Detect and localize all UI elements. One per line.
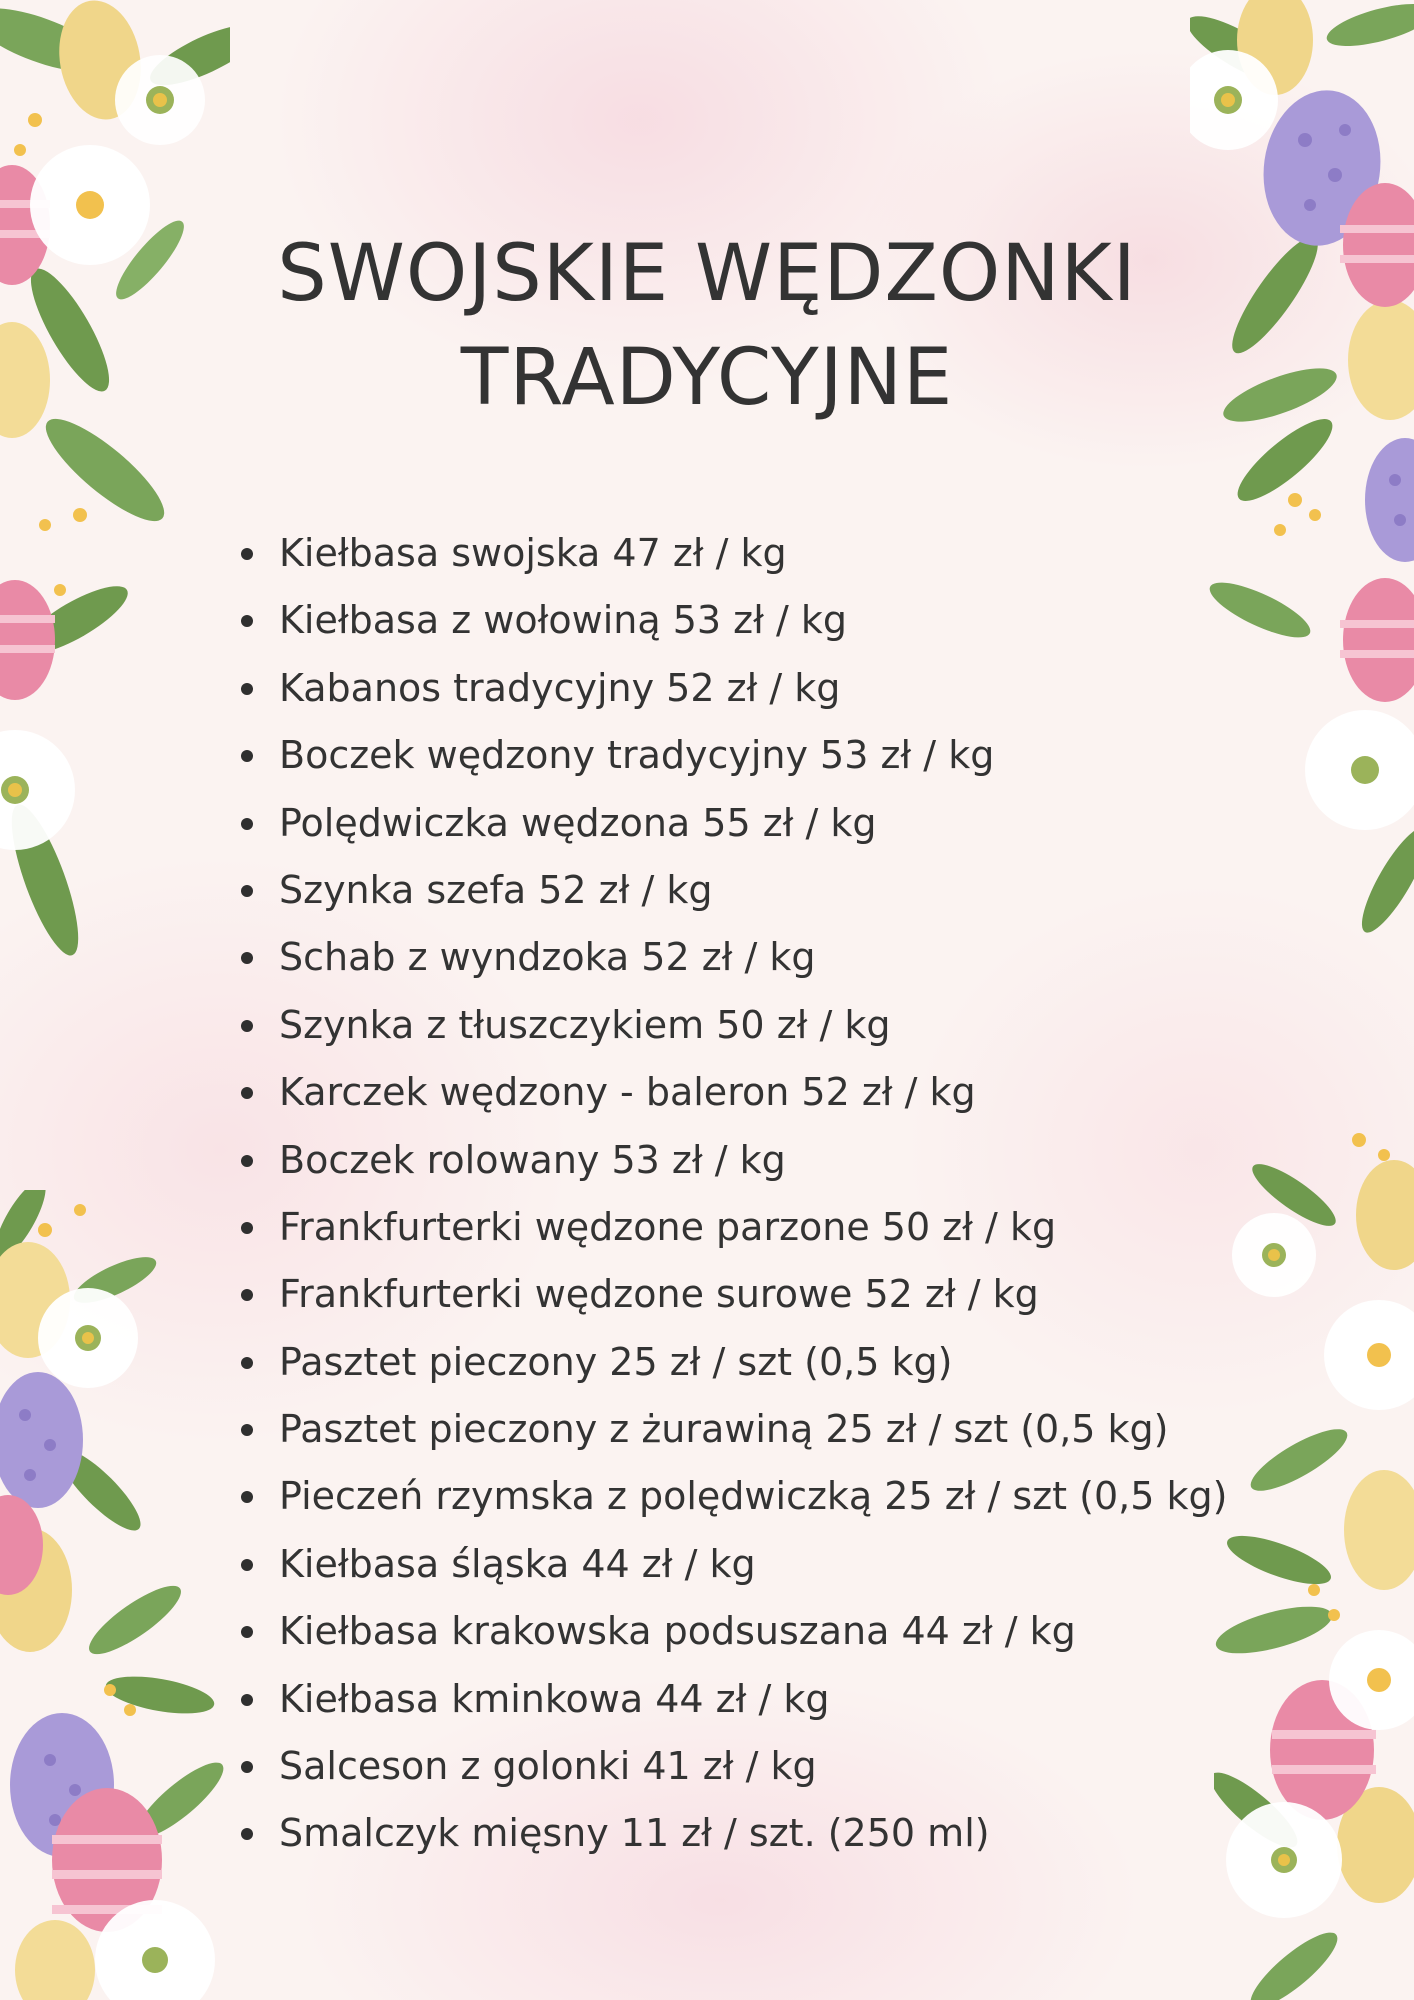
item-text: Kiełbasa kminkowa 44 zł / kg [279, 1676, 830, 1721]
list-item [236, 790, 1236, 857]
bullet-icon [241, 1761, 253, 1773]
list-item [236, 1666, 1236, 1733]
bullet-icon [241, 1020, 253, 1032]
floral-border-left-bottom [0, 1190, 230, 2000]
list-item [236, 924, 1236, 991]
item-text: Szynka szefa 52 zł / kg [279, 867, 713, 912]
list-item [236, 1261, 1236, 1328]
list-item [236, 1059, 1236, 1126]
item-text: Pieczeń rzymska z polędwiczką 25 zł / szt (0,5 kg) [279, 1474, 1228, 1519]
list-item [236, 1800, 1236, 1867]
title-line-2: TRADYCYJNE [460, 333, 954, 423]
list-item [236, 1733, 1236, 1800]
bullet-icon [241, 1694, 253, 1706]
item-text: Pasztet pieczony z żurawiną 25 zł / szt (0,5 kg) [279, 1407, 1169, 1452]
item-text: Kiełbasa krakowska podsuszana 44 zł / kg [279, 1609, 1076, 1654]
list-item [236, 1396, 1236, 1463]
list-item [236, 1598, 1236, 1665]
list-item [236, 992, 1236, 1059]
bullet-icon [241, 548, 253, 560]
list-item [236, 1127, 1236, 1194]
list-item [236, 655, 1236, 722]
item-text: Boczek rolowany 53 zł / kg [279, 1137, 786, 1182]
item-text: Szynka z tłuszczykiem 50 zł / kg [279, 1002, 891, 1047]
yellow-bud-icon [1274, 493, 1321, 536]
item-text: Schab z wyndzoka 52 zł / kg [279, 935, 816, 980]
title-line-1: SWOJSKIE WĘDZONKI [277, 229, 1137, 319]
bullet-icon [241, 1424, 253, 1436]
item-text: Kiełbasa śląska 44 zł / kg [279, 1541, 756, 1586]
floral-border-left-top [0, 0, 230, 960]
bullet-icon [241, 1626, 253, 1638]
item-text: Boczek wędzony tradycyjny 53 zł / kg [279, 733, 995, 778]
item-text: Kiełbasa z wołowiną 53 zł / kg [279, 598, 847, 643]
bullet-icon [241, 750, 253, 762]
bullet-icon [241, 885, 253, 897]
item-text: Kabanos tradycyjny 52 zł / kg [279, 665, 841, 710]
bullet-icon [241, 818, 253, 830]
bullet-icon [241, 683, 253, 695]
item-text: Polędwiczka wędzona 55 zł / kg [279, 800, 877, 845]
easter-egg-pink-striped-icon [0, 1495, 162, 1932]
list-item [236, 722, 1236, 789]
floral-border-right-bottom [1214, 1120, 1414, 2000]
list-item [236, 520, 1236, 587]
item-text: Smalczyk mięsny 11 zł / szt. (250 ml) [279, 1811, 990, 1856]
list-item [236, 1329, 1236, 1396]
list-item [236, 1463, 1236, 1530]
item-text: Karczek wędzony - baleron 52 zł / kg [279, 1070, 976, 1115]
item-text: Pasztet pieczony 25 zł / szt (0,5 kg) [279, 1339, 953, 1384]
bullet-icon [241, 1357, 253, 1369]
price-list [236, 520, 1236, 1868]
list-item [236, 587, 1236, 654]
item-text: Salceson z golonki 41 zł / kg [279, 1744, 817, 1789]
bullet-icon [241, 1491, 253, 1503]
list-item [236, 1194, 1236, 1261]
item-text: Frankfurterki wędzone parzone 50 zł / kg [279, 1204, 1057, 1249]
list-item [236, 1531, 1236, 1598]
list-item [236, 857, 1236, 924]
bullet-icon [241, 1559, 253, 1571]
bullet-icon [241, 952, 253, 964]
item-text: Kiełbasa swojska 47 zł / kg [279, 531, 787, 575]
bullet-icon [241, 1828, 253, 1840]
bullet-icon [241, 1087, 253, 1099]
bullet-icon [241, 1155, 253, 1167]
bullet-icon [241, 1289, 253, 1301]
bullet-icon [241, 615, 253, 627]
item-text: Frankfurterki wędzone surowe 52 zł / kg [279, 1272, 1039, 1317]
page-title [0, 222, 1414, 430]
bullet-icon [241, 1222, 253, 1234]
